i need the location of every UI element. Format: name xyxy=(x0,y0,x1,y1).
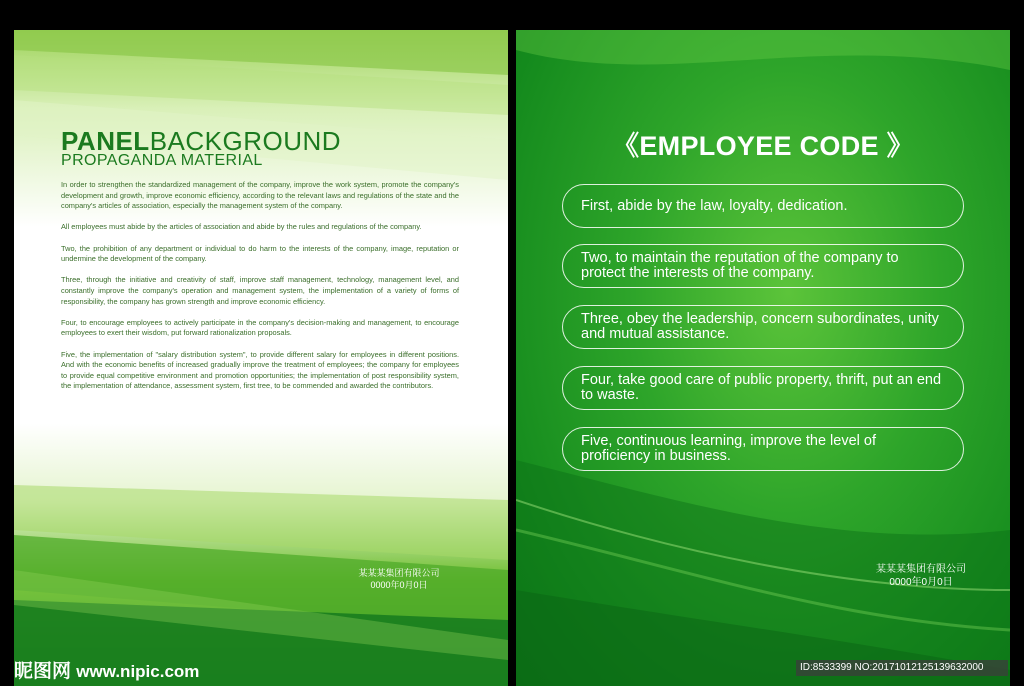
body-text xyxy=(61,180,459,402)
left-panel xyxy=(14,30,508,686)
company-date: 0000年0月0日 xyxy=(370,580,428,590)
company-name: 某某某集团有限公司 xyxy=(358,568,440,578)
code-item: Three, obey the leadership, concern subordinates, unity and mutual assistance. xyxy=(562,305,964,349)
paragraph: Five, the implementation of "salary distribution system", to provide different salary for employees in different positions. And with the economic benefits of increased gradually improve the treatment of employees; the company for employees to provide equal competitive environment and promotion opportunities; the implementation of post responsibility system, the implementation of attendance, assessment system, first tree, to be commended and awarded the contributors. xyxy=(61,349,459,391)
watermark-logo xyxy=(14,656,199,683)
code-item: Two, to maintain the reputation of the company to protect the interests of the company. xyxy=(562,244,964,288)
code-item: Five, continuous learning, improve the level of proficiency in business. xyxy=(562,427,964,471)
panel-title: PANELBACKGROUND xyxy=(61,126,342,156)
code-item: Four, take good care of public property, thrift, put an end to waste. xyxy=(562,366,964,410)
paragraph: All employees must abide by the articles of association and abide by the rules and regulations of the company. xyxy=(61,222,422,232)
company-block-left xyxy=(314,567,484,591)
right-panel xyxy=(516,30,1010,686)
company-date: 0000年0月0日 xyxy=(889,577,953,588)
watermark-site: www.nipic.com xyxy=(76,662,200,681)
code-title: 《EMPLOYEE CODE 》 xyxy=(612,131,914,161)
company-block-right xyxy=(836,563,1006,589)
panel-subtitle: PROPAGANDA MATERIAL xyxy=(61,152,263,169)
paragraph: Three, through the initiative and creativity of staff, improve staff management, technology, management level, and constantly improve the company's operation and management system, the implementation of a variety of forms of responsibility, the company has grown strength and improve economic efficiency. xyxy=(61,275,459,306)
code-item: First, abide by the law, loyalty, dedication. xyxy=(562,184,964,228)
company-name: 某某某集团有限公司 xyxy=(876,564,966,575)
watermark-logo-text: 昵图网 xyxy=(14,661,72,682)
paragraph: Two, the prohibition of any department or individual to do harm to the interests of the company, image, reputation or undermine the development of the company. xyxy=(61,243,459,264)
paragraph: Four, to encourage employees to actively participate in the company's decision-making and management, to encourage employees to exert their wisdom, put forward rationalization proposals. xyxy=(61,317,459,338)
watermark-id: ID:8533399 NO:20171012125139632000 xyxy=(796,660,1008,676)
paragraph: In order to strengthen the standardized management of the company, improve the work system, promote the company's development and growth, improve economic efficiency, according to the relevant laws and regulations of the state and the company's articles of association, especially the management system of the company. xyxy=(61,180,459,211)
